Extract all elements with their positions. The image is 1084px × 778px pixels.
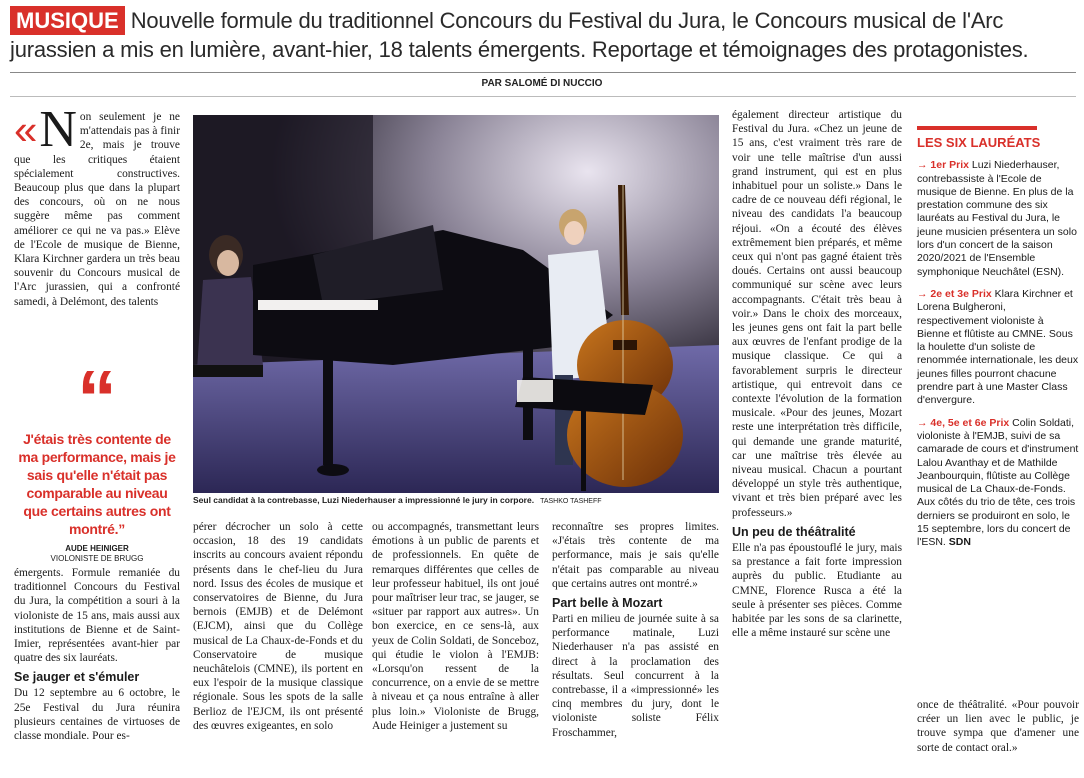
drop-cap: N: [39, 101, 77, 158]
column-4: [552, 520, 719, 740]
concert-illustration: [193, 115, 719, 493]
column-1-top: [14, 101, 180, 309]
caption-text: Seul candidat à la contrebasse, Luzi Niederhauser a impressionné le jury in corpore.: [193, 495, 535, 505]
laureates-sidebar: [917, 126, 1079, 559]
subhead-text: Du 12 septembre au 6 octobre, le 25e Festival du Jura réunira plusieurs centaines de virtuoses de classe mondiale. Pour es-: [14, 687, 180, 743]
pull-quote-role: VIOLONISTE DE BRUGG: [50, 554, 144, 563]
concert-photo: [193, 115, 719, 493]
subhead-mozart: Part belle à Mozart: [552, 596, 663, 611]
prize-label: → 1er Prix: [917, 159, 969, 172]
column-2-text: pérer décrocher un solo à cette occasion, 18 des 19 candidats inscrits au concours avaient répondu présents dans le chef-lieu du Jura nord. Issus des écoles de musique et conservatoires de Bienne, du Jura bernois (EMJB) et de Delémont (EJCM), ainsi que du Collège musical de La Chaux-de-Fonds et du Conservatoire de musique neuchâtelois (CMNE), ils portent en eux l'espoir de la musique classique régionale. Sous les spots de la salle Berlioz de l'EJCM, ils ont présenté des œuvres exigeantes, en solo: [193, 521, 363, 732]
intro-text: on seulement je ne m'attendais pas à finir 2e, mais je trouve que les critiques étaient spécialement constructives. Beaucoup plus que dans la plupart des concours, où on ne nous suggère même pas comment améliorer ce qui ne va pas.» Elève de l'Ecole de musique de Bienne, Klara Kirchner gardera un très beau souvenir du Concours musical de l'Arc jurassien, qui a confronté samedi, à Delémont, des talents: [14, 111, 180, 308]
byline-rule: [10, 96, 1076, 97]
header-rule: [10, 72, 1076, 73]
laureate-1: [917, 159, 1079, 279]
prize-label: → 4e, 5e et 6e Prix: [917, 416, 1010, 429]
column-5-text: également directeur artistique du Festival du Jura. «Chez un jeune de 15 ans, c'est vraiment très rare de voir une telle maîtrise d'un aussi grand instrument, qui est en plus inhabituel pour un soliste.» Dans le cadre de ce nouveau défi régional, le niveau des candidats l'a beaucoup réjoui. «On a écouté des élèves extrêmement bien préparés, et même ceux qui n'ont pas gagné étaient très doués. Certains ont aussi beaucoup communiqué sur scène avec leurs accompagnants. C'était très beau à voir.» Dans le choix des morceaux, les jeunes gens ont fait la part belle aux œuvres de l'enfant prodige de la musique classique. Ce qui a favorablement surpris le directeur artistique, qui entrevoit dans ce contexte l'évolution de la formation musicale. «Pour des jeunes, Mozart reste une interprétation très difficile, qui demande une grande maturité, car une maîtrise très élevée au niveau musical. Chacun a pourtant développé un style très authentique, vivant et très bien préparé avec les professeurs.»: [732, 109, 902, 519]
lead-quote-mark: «: [14, 106, 38, 153]
pull-quote-name: AUDE HEINIGER: [65, 544, 129, 553]
column-3-text: ou accompagnés, transmettant leurs émotions à un public de parents et de professionnels. En quête de remarques différentes que celles de leur professeur habituel, ils ont joué pour maîtriser leur trac, se jauger, se «situer par rapport aux autres». Un bon exercice, en ce sens-là, aux yeux de Colin Soldati, de Sonceboz, qui étudie le violon à l'EMJB: «Lorsqu'on ressent de la concurrence, on a envie de se mettre à niveau et ça nous entraîne à aller plus loin.» Violoniste de Brugg, Aude Heiniger a justement su: [372, 521, 539, 732]
author-signature: SDN: [948, 536, 971, 549]
laureate-text: Luzi Niederhauser, contrebassiste à l'Ecole de musique de Bienne. En plus de la prestation commune des six lauréats au Festival du Jura, le jeune musicien présentera un solo lors d'un concert de la saison 2020/2021 de l'Ensemble symphonique Neuchâtel (ESN).: [917, 159, 1077, 278]
laureate-text: Klara Kirchner et Lorena Bulgheroni, respectivement violoniste à Bienne et flûtiste au CMNE. Sous la houlette d'un soliste de renommée internationale, les deux jeunes filles pourront chacune prendre part à une Master Class d'envergure.: [917, 287, 1079, 407]
column-5: [732, 108, 902, 640]
quote-mark-icon: “: [77, 354, 117, 443]
section-kicker: MUSIQUE: [10, 6, 125, 35]
column-1-bottom: [14, 566, 180, 743]
byline: PAR SALOMÉ DI NUCCIO: [481, 78, 603, 89]
column-6-text: once de théâtralité. «Pour pouvoir créer un lien avec le public, je trouve sympa que d'amener une sorte de contact oral.»: [917, 699, 1079, 754]
prize-label: → 2e et 3e Prix: [917, 287, 992, 300]
pull-quote: [14, 354, 180, 564]
headline-block: [10, 6, 1078, 64]
headline: Nouvelle formule du traditionnel Concours du Festival du Jura, le Concours musical de l'Arc jurassien a mis en lumière, avant-hier, 18 talents émergents. Reportage et témoignages des protagonistes.: [10, 8, 1029, 62]
subhead-se-jauger: Se jauger et s'émuler: [14, 670, 140, 685]
column-6: [917, 698, 1079, 755]
column-5-subtext: Elle n'a pas époustouflé le jury, mais sa prestance a fait forte impression auprès du public. Etudiante au CMNE, Florence Rusca a été la seule à présenter ses pièces. Comme habitée par les sons de sa clarinette, elle a même instauré sur scène une: [732, 541, 902, 640]
photo-credit: TASHKO TASHEFF: [540, 498, 602, 505]
continued-text: émergents. Formule remaniée du traditionnel Concours du Festival du Jura, la compétition a souri à la violoniste de 15 ans, mais aussi aux institutions de Bienne et de Saint-Imier, représentées avant-hier par quatre des six lauréats.: [14, 567, 180, 665]
laureate-2: [917, 288, 1079, 408]
column-2: [193, 520, 363, 733]
column-4-text: reconnaître ses propres limites. «J'étais très contente de ma performance, mais je sais qu'elle n'était pas comparable au niveau que certains autres ont montré.»: [552, 521, 719, 590]
sidebar-title: LES SIX LAURÉATS: [917, 135, 1041, 150]
column-4-subtext: Parti en milieu de journée suite à sa performance matinale, Luzi Niederhauser n'a pas assisté en direct à la proclamation des résultats. Seul concurrent à la contrebasse, il a «impressionné» les cinq membres du jury, dont le violoniste soliste Félix Froschammer,: [552, 613, 719, 739]
laureate-text: Colin Soldati, violoniste à l'EMJB, suivi de sa camarade de cours et d'instrument Lalou Avanthay et de Mathilde Jeanbourquin, flûtiste au Collège musical de La Chaux-de-Fonds. Aux côtés du trio de tête, ces trois derniers se produiront en solo, le 15 septembre, lors du concert de l'ESN.: [917, 416, 1079, 549]
subhead-theatralite: Un peu de théâtralité: [732, 524, 856, 539]
pull-quote-text: J'étais très contente de ma performance, mais je sais qu'elle n'était pas comparable au niveau que certains autres ont montré.”: [18, 431, 176, 537]
column-3: [372, 520, 539, 733]
photo-caption: [193, 495, 719, 505]
laureate-3: [917, 417, 1079, 550]
